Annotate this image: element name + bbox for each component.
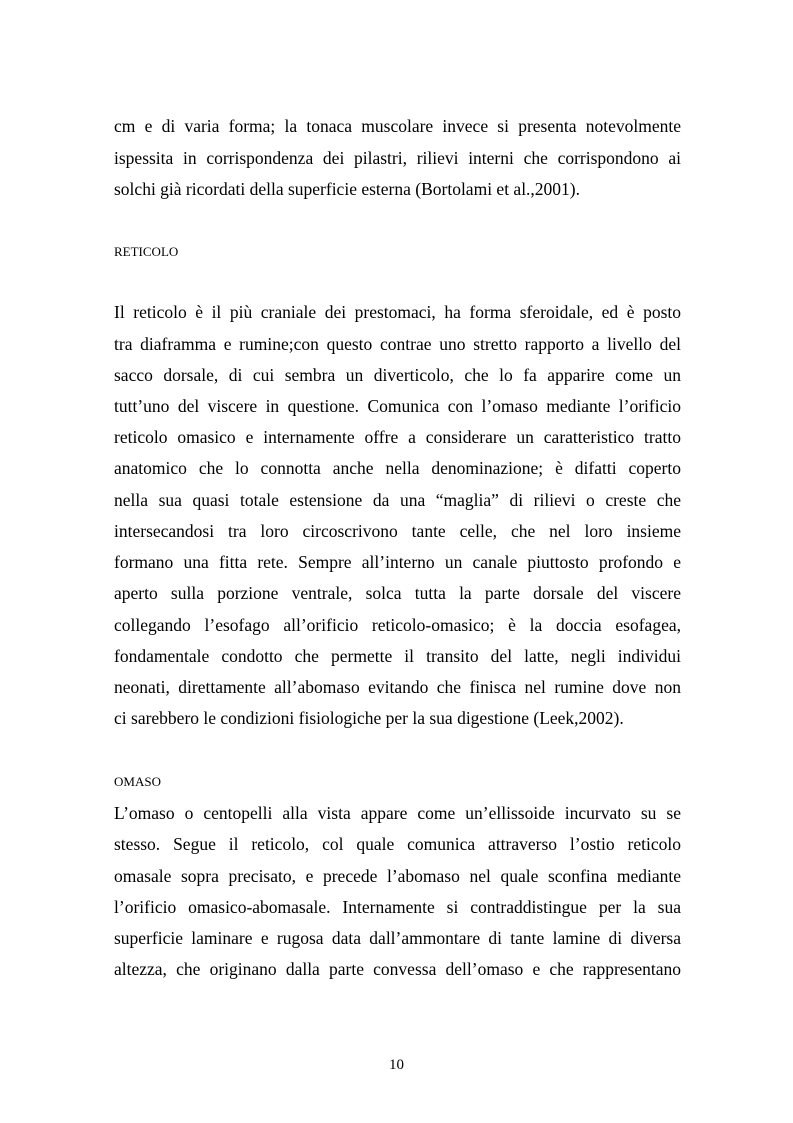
paragraph-line: ispessita in corrispondenza dei pilastri, rilievi interni che corrispondono ai — [114, 148, 681, 168]
paragraph-line: superficie laminare e rugosa data dall’ammontare di tante lamine di diversa — [114, 928, 681, 948]
paragraph-line: collegando l’esofago all’orificio reticolo-omasico; è la doccia esofagea, — [114, 615, 681, 635]
paragraph-line: omasale sopra precisato, e precede l’abomaso nel quale sconfina mediante — [114, 866, 681, 886]
paragraph-line: tutt’uno del viscere in questione. Comunica con l’omaso mediante l’orificio — [114, 396, 681, 416]
paragraph-line: anatomico che lo connotta anche nella denominazione; è difatti coperto — [114, 458, 681, 478]
section-heading-reticolo: RETICOLO — [114, 244, 179, 259]
paragraph-line: aperto sulla porzione ventrale, solca tutta la parte dorsale del viscere — [114, 583, 681, 603]
paragraph-line: sacco dorsale, di cui sembra un diverticolo, che lo fa apparire come un — [114, 365, 681, 385]
paragraph-line: formano una fitta rete. Sempre all’interno un canale piuttosto profondo e — [114, 552, 681, 572]
paragraph-line: altezza, che originano dalla parte convessa dell’omaso e che rappresentano — [114, 959, 681, 979]
paragraph-line: l’orificio omasico-abomasale. Internamente si contraddistingue per la sua — [114, 897, 681, 917]
paragraph-line: tra diaframma e rumine;con questo contrae uno stretto rapporto a livello del — [114, 334, 681, 354]
paragraph-line: stesso. Segue il reticolo, col quale comunica attraverso l’ostio reticolo — [114, 834, 681, 854]
paragraph-line: fondamentale condotto che permette il transito del latte, negli individui — [114, 646, 681, 666]
page-number: 10 — [389, 1057, 404, 1073]
paragraph-line: ci sarebbero le condizioni fisiologiche per la sua digestione (Leek,2002). — [114, 708, 624, 728]
paragraph-line: reticolo omasico e internamente offre a considerare un caratteristico tratto — [114, 427, 681, 447]
paragraph-line: intersecandosi tra loro circoscrivono tante celle, che nel loro insieme — [114, 521, 681, 541]
paragraph-line: L’omaso o centopelli alla vista appare come un’ellissoide incurvato su se — [114, 803, 681, 823]
paragraph-line: neonati, direttamente all’abomaso evitando che finisca nel rumine dove non — [114, 677, 681, 697]
paragraph-line: nella sua quasi totale estensione da una “maglia” di rilievi o creste che — [114, 490, 681, 510]
paragraph-line: cm e di varia forma; la tonaca muscolare invece si presenta notevolmente — [114, 116, 681, 136]
paragraph-line: solchi già ricordati della superficie esterna (Bortolami et al.,2001). — [114, 179, 581, 199]
paragraph-line: Il reticolo è il più craniale dei prestomaci, ha forma sferoidale, ed è posto — [114, 302, 681, 322]
section-heading-omaso: OMASO — [114, 774, 161, 789]
